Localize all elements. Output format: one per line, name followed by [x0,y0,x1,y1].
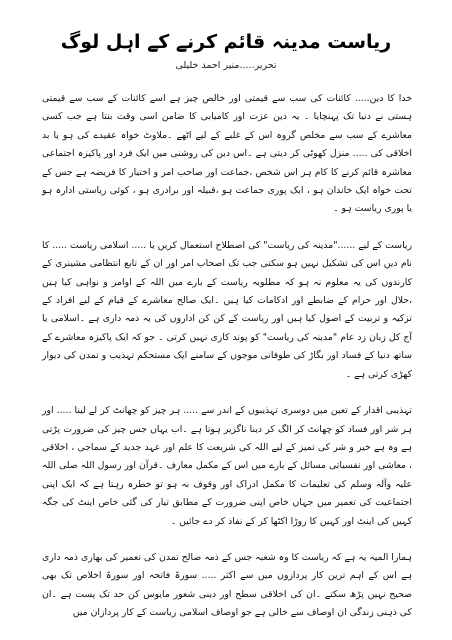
paragraph: تہذیبی اقدار کے تعین میں دوسری تہذیبوں کے اندر سے ..... ہر چیز کو چھانٹ کر لے لینا ..... اور ہر شر اور فساد کو چھانٹ کر الگ کر دینا ناگزیر ہوتا ہے ۔اب یہاں جس چیز کی ضرورت پڑتی ہے وہ ہے خیر و شر کی تمیز کے لیے اللہ کی شریعت کا علم اور عہد جدید کے سماجی ، اخلاقی ، معاشی اور نفسیاتی مسائل کے بارے میں اس کے مکمل معارف ۔قرآن اور رسول اللہ صلی اللہ علیہ وآلہ وسلم کی تعلیمات کا مکمل ادراک اور وقوف نہ ہو تو خطرہ رہتا ہے کہ ایک اپنی اجتماعیت کی تعمیر میں جہاں خاص اپنی ضرورت کے مطابق تیار کی گئی خاص اینٹ کی جگہ کہیں کی اینٹ اور کہیں کا روڑا اکٹھا کر کے نفاذ کر دے جائیں ۔ [42,405,412,527]
article-body [42,90,412,623]
author-byline: تحریر.....منیر احمد خلیلی [175,60,277,71]
paragraph: ریاست کے لیے ......"مدینہ کی ریاست" کی اصطلاح استعمال کریں یا ..... اسلامی ریاست ..... کا نام دیں اس کی تشکیل نہیں ہو سکتی جب تک اصحاب امر اور ان کے تابع انتظامی مشینری کے کارندوں کی یہ معلوم نہ ہو کہ مطلوبہ ریاست کے بارے میں اللہ کے اوامر و نواہی کیا ہیں ،حلال اور حرام کے ضابطے اور ادکامات کیا ہیں ۔ایک صالح معاشرے کے قیام کے لیے افراد کے تزکیہ و تربیت کے اصول کیا ہیں اور ریاست کے کن کن اداروں کی یہ ذمہ داری ہے ۔اسلامی یا آج کل زبان زد عام "مدینہ کی ریاست" کو پوند کاری نہیں کرتی ۔ جو کہ ایک پاکیزہ معاشرے کے ساتھ دنیا کے فساد اور بگاڑ کی طوفانی موجوں کے سامنے ایک مستحکم تہذیب و تمدن کی دیوار کھڑی کرتی ہے ۔ [42,239,412,380]
paragraph: خدا کا دین..... کائنات کی سب سے قیمتی اور خالص چیز ہے اسے کائنات کے سب سے قیمتی ہستی نے دنیا تک پہنچایا ۔ یہ دین عزت اور کامیابی کا ضامن اسی وقت بنتا ہے جب کسی معاشرے کے سب سے مخلص گروہ اس کے غلبے کے لیے اٹھے ۔ملاوٹ خواہ عقیدے کی ہو یا بد اخلاقی کی ..... منزل کھوٹی کر دیتی ہے ۔اس دین کی روشنی میں ایک فرد اور پاکیزہ اجتماعی معاشرہ قائم کرنے کا کام ہر اس شخص ،جماعت اور صاحب امر و اختیار کا فریضہ ہے جس کے تحت خواہ ایک خاندان ہو ، ایک پوری جماعت ہو ،قبیلہ اور برادری ہو ، کوئی ریاستی ادارہ ہو یا پوری ریاست ہو ۔ [42,93,412,215]
paragraph: ہمارا المیہ یہ ہے کہ ریاست کا وہ شعبہ جس کے ذمہ صالح تمدن کی تعمیر کی بھاری ذمہ داری ہے اس کے اہم ترین کار پردازوں میں سے اکثر ..... سورۃ فاتحہ اور سورۃ اخلاص تک بھی صحیح نہیں پڑھ سکتے ۔ان کی اخلاقی سطح اور دینی شعور مایوس کن حد تک پست ہے ۔ان کی ذہنی زندگی ان اوصاف سے خالی ہے جو اوصاف اسلامی ریاست کے کار پردازان میں [42,551,412,619]
article-title: ریاست مدینہ قائم کرنے کے اہل لوگ [60,31,392,53]
